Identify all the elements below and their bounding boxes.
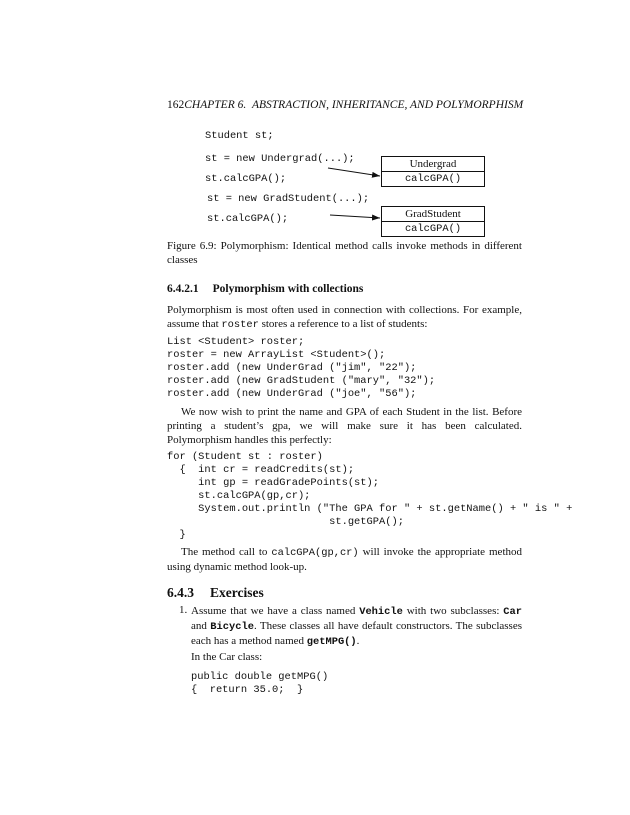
exercise-number: 1. [179,604,188,616]
inline-code-calcgpa: calcGPA(gp,cr) [271,547,359,559]
gradstudent-class-name: GradStudent [382,207,484,222]
paragraph-lookup-text-1: The method call to [181,546,272,558]
arrow-to-undergrad [328,168,380,176]
code-block-roster [167,336,435,401]
gradstudent-class-box [381,206,485,237]
code-line: List <Student> roster; [167,336,305,348]
exercise-text-4: . These classes all have default constructors. The subclasses each has a method named [191,620,522,647]
undergrad-class-box [381,156,485,187]
inline-code-car: Car [503,606,522,618]
exercise-text-5: . [356,635,360,647]
caption-text: Polymorphism: Identical method calls invoke methods in different classes [167,240,522,266]
code-line: { return 35.0; } [191,684,304,696]
paragraph-intro-text-1: Polymorphism is most often used in connection with collections. For example, assume that [167,304,522,330]
figure-code-line-5: st.calcGPA(); [207,213,289,225]
caption-label: Figure 6.9: [167,240,217,252]
running-header [167,99,523,111]
code-line: st.getGPA(); [167,516,404,528]
figure-code-line-1: Student st; [205,130,274,142]
exercise-1-text [191,604,522,649]
section-title: Exercises [210,585,264,600]
section-number: 6.4.3 [167,585,194,600]
figure-code-line-3: st.calcGPA(); [205,173,287,185]
undergrad-method: calcGPA() [404,173,462,185]
exercise-car-class-label: In the Car class: [191,651,263,663]
inline-code-vehicle: Vehicle [359,606,403,618]
subsection-number: 6.4.2.1 [167,283,199,295]
figure-arrows [320,160,390,230]
exercise-text-3: and [191,620,211,632]
exercise-text-2: with two subclasses: [402,605,504,617]
page-number: 162 [167,99,185,111]
code-line: st.calcGPA(gp,cr); [167,490,311,502]
code-block-loop [167,451,572,542]
arrow-to-gradstudent [330,215,380,218]
figure-code-line-2: st = new Undergrad(...); [205,153,355,165]
chapter-title: ABSTRACTION, INHERITANCE, AND POLYMORPHISM [251,99,524,111]
code-line: roster.add (new GradStudent ("mary", "32"); [167,375,436,387]
inline-code-getmpg: getMPG() [306,636,357,648]
inline-code-bicycle: Bicycle [210,621,254,633]
exercise-text-1: Assume that we have a class named [191,605,360,617]
chapter-label: CHAPTER 6. [184,99,247,111]
code-line: { int cr = readCredits(st); [167,464,355,476]
subsection-heading [167,283,363,295]
code-line: roster.add (new UnderGrad ("jim", "22"); [167,362,417,374]
paragraph-intro-text-2: stores a reference to a list of students: [258,318,428,330]
section-heading [167,585,264,601]
undergrad-class-name: Undergrad [382,157,484,172]
gradstudent-method: calcGPA() [404,223,462,235]
paragraph-lookup-text-2: will invoke the appropriate method using dynamic method look-up. [167,546,522,573]
code-line: } [167,529,186,541]
code-line: System.out.println ("The GPA for " + st.getName() + " is " + [167,503,573,515]
code-line: roster = new ArrayList <Student>(); [167,349,386,361]
figure-caption [167,239,522,267]
code-line: int gp = readGradePoints(st); [167,477,380,489]
paragraph-dynamic-lookup [167,545,522,574]
code-line: for (Student st : roster) [167,451,323,463]
code-block-getmpg [191,671,328,697]
paragraph-print-gpa: We now wish to print the name and GPA of each Student in the list. Before printing a student’s gpa, we will make sure it has been calculated. Polymorphism handles this perfectly: [167,406,522,446]
inline-code-roster: roster [221,319,259,331]
figure-code-line-4: st = new GradStudent(...); [207,193,370,205]
code-line: public double getMPG() [191,671,329,683]
subsection-title: Polymorphism with collections [212,283,364,295]
code-line: roster.add (new UnderGrad ("joe", "56"); [167,388,417,400]
paragraph-intro [167,303,522,332]
